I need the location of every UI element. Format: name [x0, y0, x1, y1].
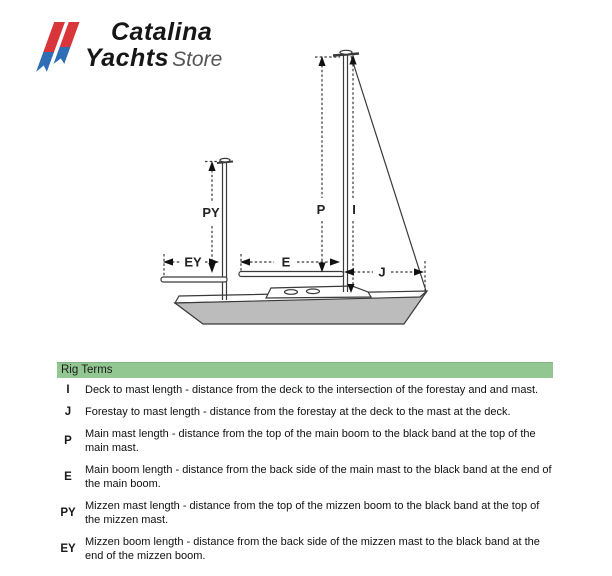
term-description: Main boom length - distance from the back side of the main mast to the black band at the end of the main boom.: [85, 464, 552, 490]
logo-brand-catalina: Catalina: [111, 18, 213, 46]
e-label: E: [281, 254, 291, 270]
j-arrowhead-left-icon: [344, 268, 354, 275]
main-mast: [333, 50, 359, 292]
term-abbreviation: EY: [60, 543, 76, 555]
i-arrowhead-up-icon: [349, 55, 356, 65]
py-label: PY: [202, 205, 220, 220]
term-description: Mizzen mast length - distance from the top of the mizzen boom to the black band at the top of the mizzen mast.: [85, 500, 540, 526]
term-description: Deck to mast length - distance from the deck to the intersection of the forestay and and mast.: [85, 384, 539, 396]
py-arrowhead-up-icon: [208, 161, 215, 171]
rig-terms-header: Rig Terms: [57, 362, 553, 378]
p-arrow: [315, 57, 340, 264]
rig-terms-table: [57, 362, 553, 563]
mizzen-boom: [161, 277, 227, 282]
term-description: Mizzen boom length - distance from the back side of the mizzen mast to the black band at the end of the mizzen boom.: [85, 536, 540, 562]
porthole-icon: [307, 289, 320, 294]
main-boom: [239, 272, 344, 277]
e-arrowhead-right-icon: [330, 258, 340, 265]
table-row: [57, 405, 553, 419]
p-label: P: [316, 202, 326, 217]
ey-label: EY: [184, 254, 202, 270]
logo-brand-yachts: Yachts: [85, 44, 170, 72]
term-abbreviation: E: [64, 471, 72, 483]
term-abbreviation: J: [64, 406, 72, 418]
logo-brand-store: Store: [172, 48, 223, 71]
table-row: [57, 499, 553, 527]
table-row: [57, 463, 553, 491]
forestay: [351, 56, 426, 291]
term-description: Main mast length - distance from the top of the main boom to the black band at the top of the main mast.: [85, 428, 536, 454]
table-row: [57, 427, 553, 455]
rig-dimensions-diagram: [140, 40, 470, 340]
term-description: Forestay to mast length - distance from the forestay at the deck to the mast at the deck.: [85, 406, 511, 418]
logo-stripes-icon: [45, 22, 77, 72]
term-abbreviation: I: [66, 384, 70, 396]
j-label: J: [378, 264, 386, 280]
i-label: I: [352, 202, 356, 217]
term-abbreviation: PY: [60, 507, 76, 519]
table-row: [57, 383, 553, 397]
porthole-icon: [285, 290, 298, 295]
term-abbreviation: P: [64, 435, 72, 447]
j-arrow: [353, 261, 425, 291]
table-row: [57, 535, 553, 563]
